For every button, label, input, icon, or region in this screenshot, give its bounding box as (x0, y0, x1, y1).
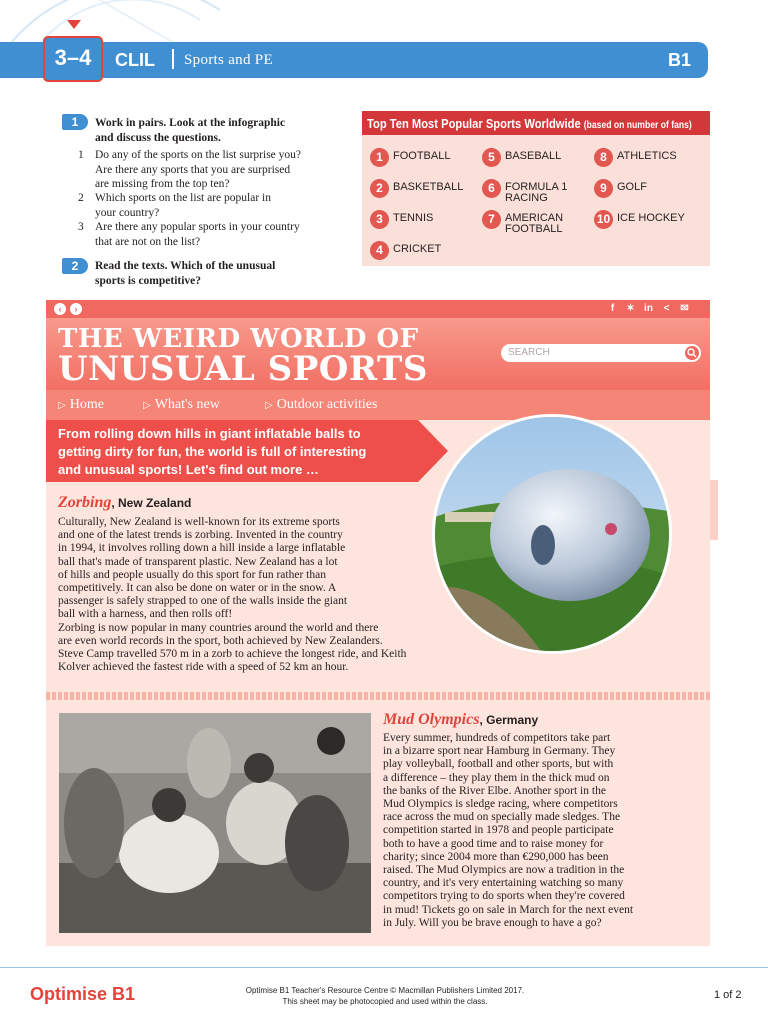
page-number: 1 of 2 (714, 989, 742, 1001)
body-line: competitively. It can also be done on water or in the snow. A (58, 582, 337, 595)
instruction-line: Read the texts. Which of the unusual (95, 260, 276, 272)
question-line: Are there any sports that you are surprised (95, 163, 291, 176)
footer-brand: Optimise B1 (30, 984, 136, 1004)
intro-line: and unusual sports! Let's find out more … (58, 462, 319, 477)
nav-label: Home (69, 397, 104, 412)
nav-label: Outdoor activities (276, 397, 378, 412)
body-line: Culturally, New Zealand is well-known for its extreme sports (58, 516, 340, 528)
search-icon[interactable] (685, 346, 699, 360)
rank-badge: 7 (482, 210, 501, 229)
question-line: Do any of the sports on the list surprise you? (95, 149, 302, 161)
infographic-header (362, 111, 710, 135)
play-icon: ▷ (265, 400, 273, 411)
body-line: both to have a good time and to raise money for (383, 837, 604, 850)
rank-badge: 5 (482, 148, 501, 167)
body-line: play volleyball, football and other sports, but with (383, 758, 614, 771)
level-label: B1 (668, 50, 692, 70)
footer-divider (0, 967, 768, 968)
nav-home[interactable] (58, 397, 104, 413)
rank-badge: 10 (594, 210, 613, 229)
body-line: are even world records in the sport, both achieved by New Zealanders. (58, 634, 383, 647)
sport-name: CRICKET (393, 243, 442, 255)
email-icon[interactable]: ✉ (680, 303, 689, 314)
copyright-line: Optimise B1 Teacher's Resource Centre © Macmillan Publishers Limited 2017. (245, 986, 525, 995)
question-line: are missing from the top ten? (95, 178, 230, 190)
search-input[interactable] (501, 344, 701, 362)
intro-line: getting dirty for fun, the world is full of interesting (58, 444, 367, 459)
body-line: race across the mud on specially made sledges. The (383, 811, 621, 824)
body-line: Zorbing is now popular in many countries around the world and there (58, 621, 379, 634)
scrollbar[interactable] (710, 480, 718, 540)
body-line: competition started in 1978 and people participate (383, 824, 614, 837)
sport-name: TENNIS (393, 212, 434, 224)
browser-bar (46, 300, 710, 318)
question-text (95, 148, 360, 192)
twitter-icon[interactable]: ✶ (626, 303, 635, 314)
body-line: charity; since 2004 more than €290,000 has been (383, 850, 609, 863)
unit-marker-arrow (67, 20, 81, 29)
body-line: country, and it's very entertaining watching so many (383, 877, 624, 890)
rank-badge: 6 (482, 179, 501, 198)
article-country: , Germany (479, 713, 539, 727)
share-icon[interactable]: < (663, 303, 670, 314)
infographic-title (367, 116, 692, 131)
unit-number: 3–4 (54, 45, 92, 70)
site-title-line-2: UNUSUAL SPORTS (58, 349, 428, 389)
play-icon: ▷ (143, 400, 151, 411)
article-title-text: Zorbing (58, 494, 112, 511)
play-icon: ▷ (58, 400, 66, 411)
article-title-text: Mud Olympics (383, 711, 480, 728)
article-country: , New Zealand (111, 496, 192, 510)
header-divider (172, 49, 174, 69)
question-line: Which sports on the list are popular in (95, 192, 271, 204)
body-line: and one of the latest trends is zorbing. Invented in the country (58, 529, 343, 542)
article-title-mud-olympics (383, 711, 538, 729)
body-line: in July. Will you be brave enough to have a go? (383, 916, 602, 929)
site-title-line-1: THE WEIRD WORLD OF (58, 324, 419, 354)
top-ten-infographic (362, 111, 710, 266)
rank-badge: 4 (370, 241, 389, 260)
body-line: in mud! Tickets go on sale in March for the next event (383, 903, 634, 916)
body-line: raised. The Mud Olympics are now a tradition in the (383, 864, 625, 877)
sport-name: FORMULA 1 RACING (505, 181, 568, 204)
question-line: Are there any popular sports in your country (95, 221, 300, 233)
unit-number-box (43, 36, 103, 82)
body-line: in a bizarre sport near Hamburg in Germany. They (383, 745, 616, 758)
search-placeholder: SEARCH (508, 347, 550, 358)
article-title-zorbing (58, 494, 191, 512)
sport-name: BASKETBALL (393, 181, 464, 193)
question-number: 3 (78, 221, 84, 233)
question-line: your country? (95, 206, 160, 219)
instruction-line: sports is competitive? (95, 274, 202, 287)
question-number: 2 (78, 192, 84, 204)
intro-text (58, 425, 398, 479)
question-line: that are not on the list? (95, 235, 201, 248)
body-line: Steve Camp travelled 570 m in a zorb to achieve the longest ride, and Keith (58, 648, 407, 661)
rank-badge: 3 (370, 210, 389, 229)
intro-line: From rolling down hills in giant inflatable balls to (58, 426, 361, 441)
exercise-1-instruction (95, 116, 285, 145)
article-body-mud-olympics (383, 732, 703, 930)
footer-copyright (230, 985, 540, 1007)
sport-name: ATHLETICS (617, 150, 677, 162)
sport-name: BASEBALL (505, 150, 562, 162)
question-text (95, 220, 360, 249)
subject-label: Sports and PE (184, 52, 273, 68)
sport-name: ICE HOCKEY (617, 212, 685, 224)
site-banner (46, 318, 710, 390)
linkedin-icon[interactable]: in (644, 303, 653, 314)
infographic-note: (based on number of fans) (583, 120, 692, 131)
nav-outdoor-activities[interactable] (265, 397, 377, 413)
body-line: passenger is safely strapped to one of the walls inside the giant (58, 595, 348, 608)
body-line: the banks of the River Elbe. Another sport in the (383, 784, 606, 797)
body-line: Kolver achieved the fastest ride with a speed of 52 km an hour. (58, 661, 349, 674)
nav-whats-new[interactable] (143, 397, 220, 413)
instruction-line: Work in pairs. Look at the infographic (95, 117, 286, 129)
unit-header-band (0, 42, 708, 78)
exercise-1-badge: 1 (62, 114, 88, 130)
back-arrow-icon[interactable]: ‹ (54, 303, 66, 315)
sport-name: FOOTBALL (393, 150, 451, 162)
exercise-2-badge: 2 (62, 258, 88, 274)
rank-badge: 8 (594, 148, 613, 167)
infographic-title-text: Top Ten Most Popular Sports Worldwide (367, 116, 581, 131)
site-nav (46, 390, 710, 420)
body-line: of hills and people usually do this sport for fun rather than (58, 568, 326, 581)
zorbing-photo (432, 414, 672, 654)
body-line: competitors trying to do sports when they're covered (383, 890, 625, 903)
body-line: Mud Olympics is sledge racing, where competitors (383, 798, 618, 811)
sport-name: GOLF (617, 181, 647, 193)
nav-label: What's new (154, 397, 220, 412)
body-line: a difference – they play them in the thick mud on (383, 771, 610, 784)
question-text (95, 191, 360, 220)
rank-badge: 9 (594, 179, 613, 198)
instruction-line: and discuss the questions. (95, 131, 221, 144)
mud-olympics-photo (59, 713, 371, 933)
body-line: ball that's made of transparent plastic. New Zealand has a lot (58, 555, 338, 568)
body-line: in 1994, it involves rolling down a hill inside a large inflatable (58, 542, 346, 555)
question-number: 1 (78, 149, 84, 161)
section-label: CLIL (115, 50, 155, 70)
exercise-2-instruction (95, 259, 275, 288)
article-divider (46, 692, 710, 700)
facebook-icon[interactable]: f (610, 303, 615, 314)
rank-badge: 1 (370, 148, 389, 167)
forward-arrow-icon[interactable]: › (70, 303, 82, 315)
body-line: ball with a harness, and then rolls off! (58, 608, 233, 621)
rank-badge: 2 (370, 179, 389, 198)
copyright-line: This sheet may be photocopied and used within the class. (282, 997, 488, 1006)
body-line: Every summer, hundreds of competitors take part (383, 732, 611, 744)
sport-name: AMERICAN FOOTBALL (505, 212, 564, 235)
